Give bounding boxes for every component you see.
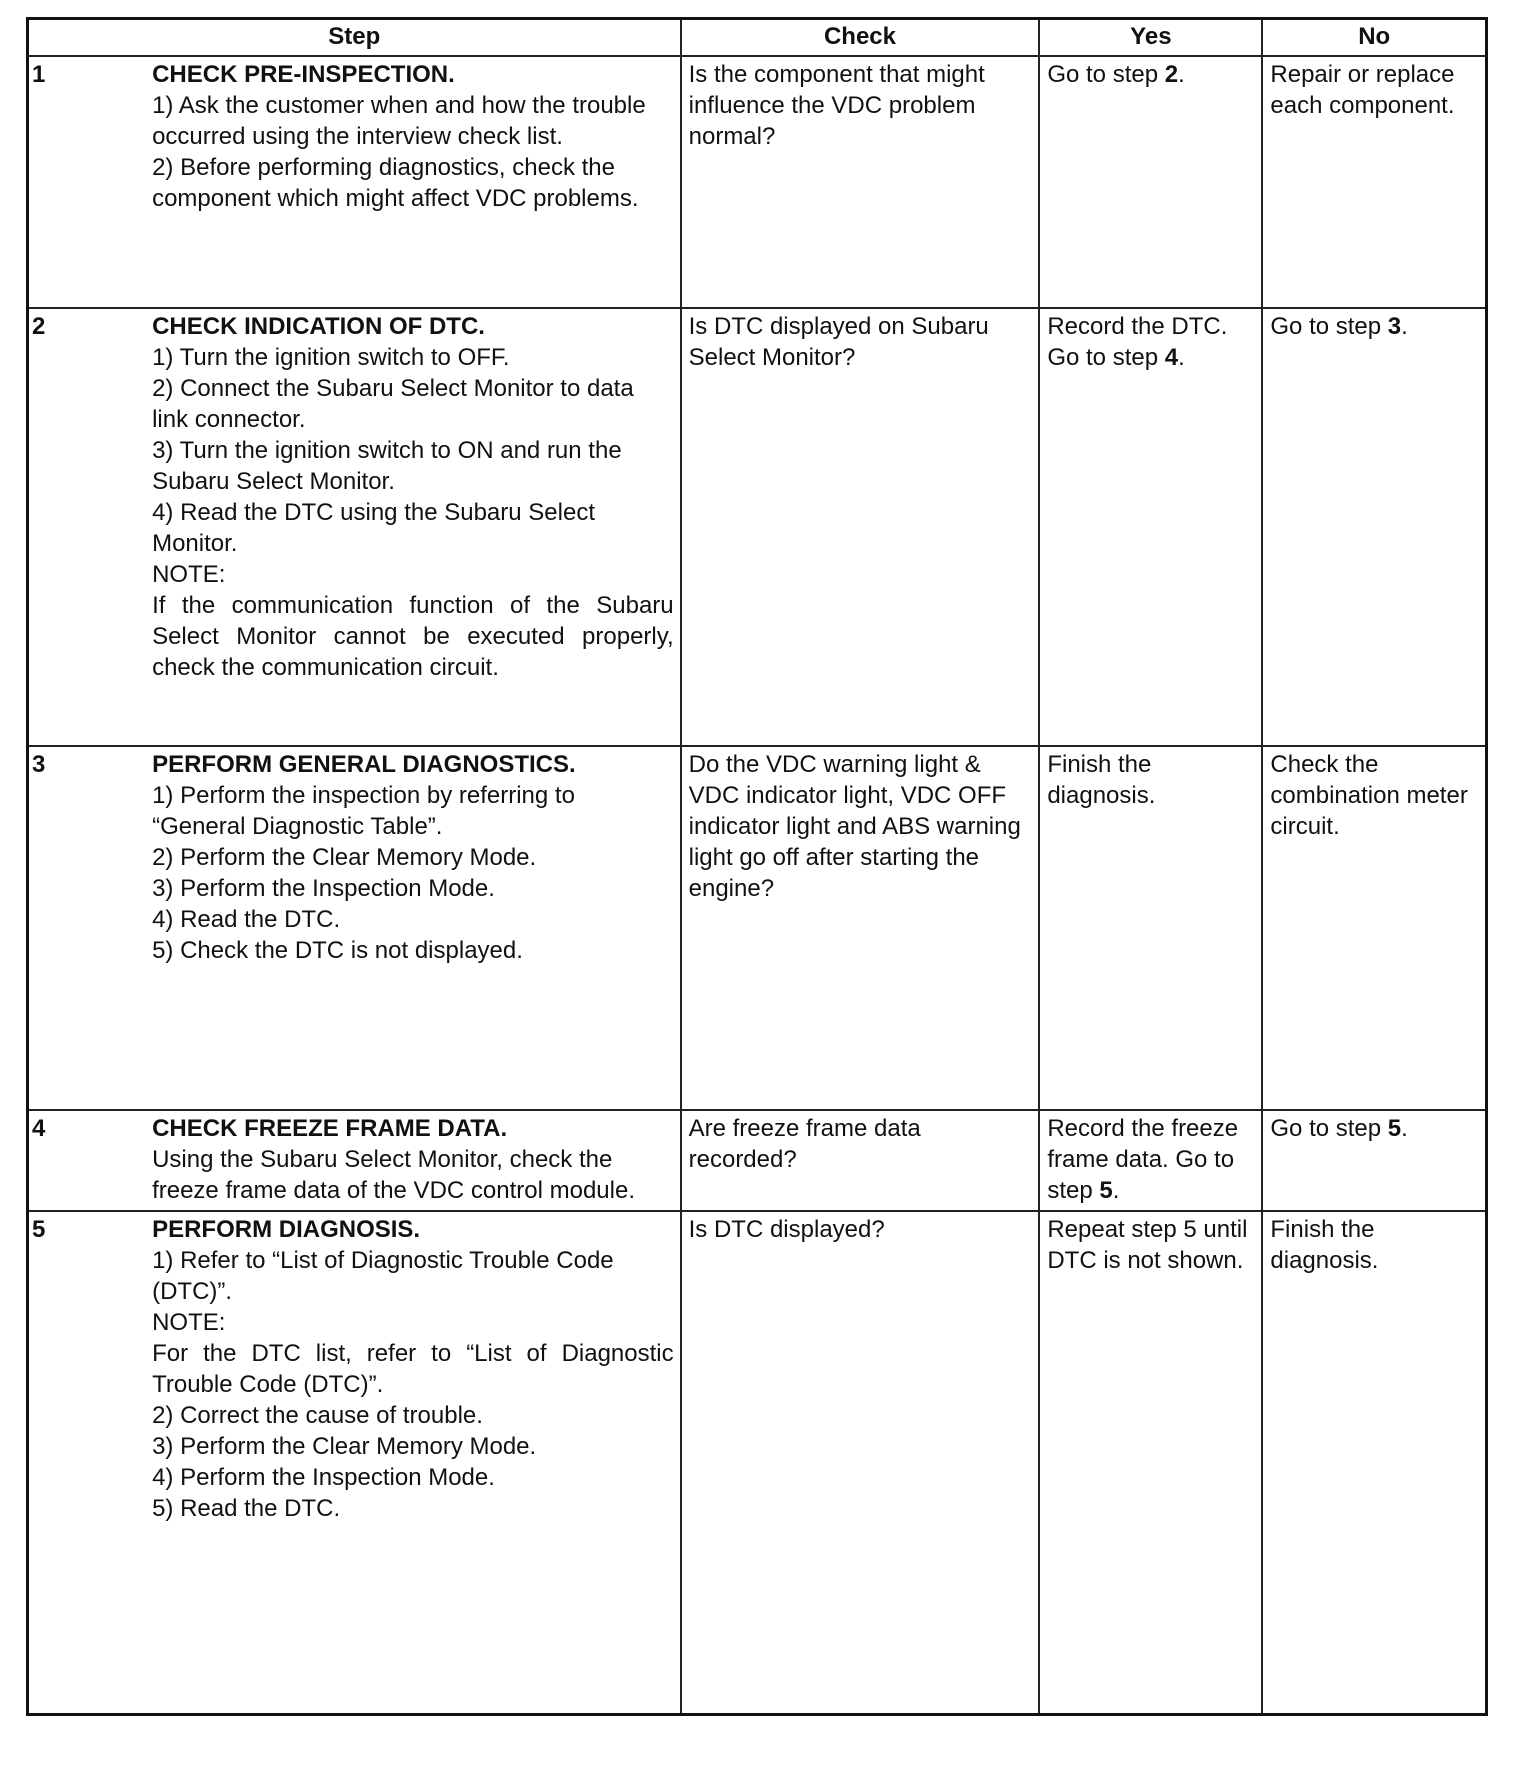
step-title: CHECK INDICATION OF DTC. xyxy=(152,313,485,340)
step-line: 2) Connect the Subaru Select Monitor to data link connector. xyxy=(152,375,634,433)
step-title: CHECK FREEZE FRAME DATA. xyxy=(152,1115,508,1142)
yes-step-ref: 5 xyxy=(1099,1177,1113,1204)
no-cell xyxy=(1262,308,1486,746)
step-line: 2) Perform the Clear Memory Mode. xyxy=(152,844,537,871)
step-title: CHECK PRE-INSPECTION. xyxy=(152,61,455,88)
no-step-ref: 3 xyxy=(1387,313,1402,340)
step-line: 4) Read the DTC using the Subaru Select Monitor. xyxy=(152,499,595,557)
check-cell: Is DTC displayed? xyxy=(681,1211,1040,1714)
yes-cell xyxy=(1039,308,1262,746)
yes-cell: Finish the diagnosis. xyxy=(1039,746,1262,1110)
step-number: 1 xyxy=(28,56,151,308)
note-text: For the DTC list, refer to “List of Diagnostic Trouble Code (DTC)”. xyxy=(152,1340,674,1398)
step-cell xyxy=(150,308,681,746)
step-line: 4) Read the DTC. xyxy=(152,906,341,933)
yes-pre: Record the DTC. xyxy=(1047,313,1228,340)
step-line: 4) Perform the Inspection Mode. xyxy=(152,1464,495,1491)
yes-cell: Repeat step 5 until DTC is not shown. xyxy=(1039,1211,1262,1714)
step-line: 3) Turn the ignition switch to ON and run the Subaru Select Monitor. xyxy=(152,437,622,495)
yes-text: Go to step xyxy=(1047,61,1165,88)
step-line: 1) Perform the inspection by referring to “General Diagnostic Table”. xyxy=(152,782,575,840)
yes-text: Go to step xyxy=(1047,344,1165,371)
table-row xyxy=(28,56,1487,308)
no-end: . xyxy=(1401,313,1408,340)
no-cell: Check the combination meter circuit. xyxy=(1262,746,1486,1110)
step-line: 5) Read the DTC. xyxy=(152,1495,341,1522)
step-number: 5 xyxy=(28,1211,151,1714)
step-line: Using the Subaru Select Monitor, check the freeze frame data of the VDC control module. xyxy=(152,1146,635,1204)
step-cell xyxy=(150,56,681,308)
note-label: NOTE: xyxy=(152,1309,226,1336)
check-cell: Is DTC displayed on Subaru Select Monitor? xyxy=(681,308,1040,746)
step-title: PERFORM DIAGNOSIS. xyxy=(152,1216,421,1243)
header-yes: Yes xyxy=(1039,19,1262,57)
step-line: 1) Ask the customer when and how the trouble occurred using the interview check list. xyxy=(152,92,646,150)
step-line: 2) Before performing diagnostics, check the component which might affect VDC problems. xyxy=(152,154,639,212)
check-cell: Is the component that might influence the VDC problem normal? xyxy=(681,56,1040,308)
step-cell xyxy=(150,746,681,1110)
step-line: 1) Refer to “List of Diagnostic Trouble Code (DTC)”. xyxy=(152,1247,614,1305)
step-title: PERFORM GENERAL DIAGNOSTICS. xyxy=(152,751,576,778)
step-number: 2 xyxy=(28,308,151,746)
no-step-ref: 5 xyxy=(1387,1115,1402,1142)
note-text: If the communication function of the Subaru Select Monitor cannot be executed properly, check the communication circuit. xyxy=(152,592,674,681)
table-row xyxy=(28,1211,1487,1714)
header-check: Check xyxy=(681,19,1040,57)
step-cell xyxy=(150,1211,681,1714)
no-cell: Repair or replace each component. xyxy=(1262,56,1486,308)
yes-step-ref: 2 xyxy=(1164,61,1179,88)
step-cell xyxy=(150,1110,681,1211)
step-number: 4 xyxy=(28,1110,151,1211)
yes-step-ref: 4 xyxy=(1164,344,1179,371)
header-no: No xyxy=(1262,19,1486,57)
step-line: 3) Perform the Inspection Mode. xyxy=(152,875,495,902)
table-row xyxy=(28,308,1487,746)
header-row xyxy=(28,19,1487,57)
note-label: NOTE: xyxy=(152,561,226,588)
header-step: Step xyxy=(28,19,681,57)
step-number: 3 xyxy=(28,746,151,1110)
no-cell: Finish the diagnosis. xyxy=(1262,1211,1486,1714)
check-cell: Are freeze frame data recorded? xyxy=(681,1110,1040,1211)
table-row xyxy=(28,746,1487,1110)
yes-cell xyxy=(1039,1110,1262,1211)
yes-end: . xyxy=(1178,344,1185,371)
no-text: Go to step xyxy=(1270,313,1388,340)
step-line: 1) Turn the ignition switch to OFF. xyxy=(152,344,510,371)
step-line: 5) Check the DTC is not displayed. xyxy=(152,937,523,964)
check-cell: Do the VDC warning light & VDC indicator light, VDC OFF indicator light and ABS warning light go off after starting the engine? xyxy=(681,746,1040,1110)
no-text: Go to step xyxy=(1270,1115,1388,1142)
yes-cell xyxy=(1039,56,1262,308)
step-line: 3) Perform the Clear Memory Mode. xyxy=(152,1433,537,1460)
diagnostic-table xyxy=(26,17,1488,1716)
yes-end: . xyxy=(1112,1177,1120,1204)
yes-text: Record the freeze frame data. Go to step xyxy=(1047,1115,1239,1204)
no-cell xyxy=(1262,1110,1486,1211)
table-row xyxy=(28,1110,1487,1211)
step-line: 2) Correct the cause of trouble. xyxy=(152,1402,483,1429)
no-end: . xyxy=(1401,1115,1408,1142)
yes-end: . xyxy=(1178,61,1185,88)
